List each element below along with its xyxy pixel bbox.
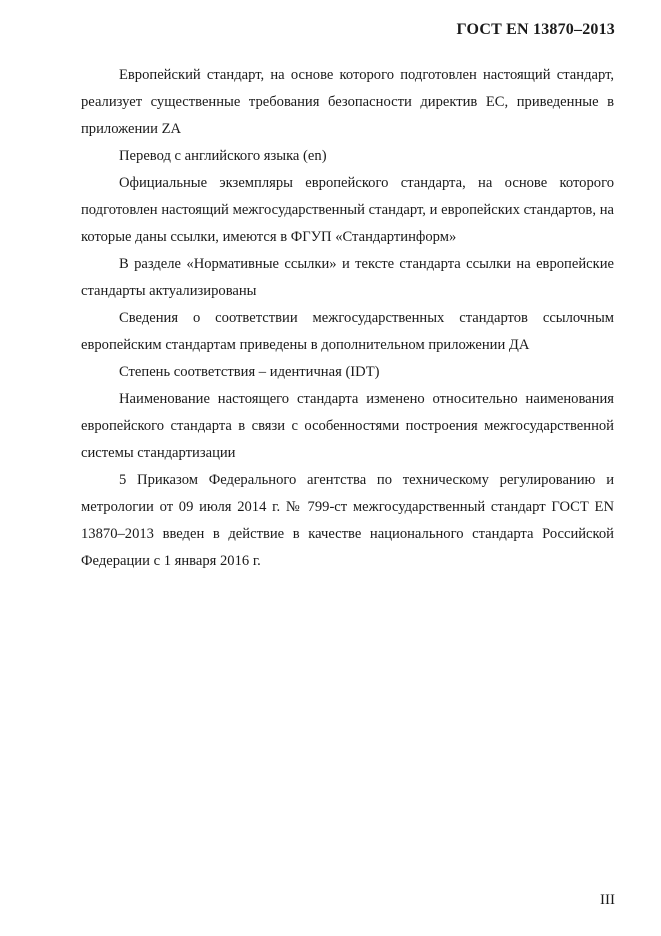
paragraph-order: 5 Приказом Федерального агентства по техническому регулированию и метрологии от 09 июля 2014 г. № 799-ст межгосударственный стандарт ГОСТ EN 13870–2013 введен в действие в качестве национального стандарта Российской Федерации с 1 января 2016 г. — [81, 472, 614, 569]
paragraph-official-copies: Официальные экземпляры европейского стандарта, на основе которого подготовлен настоящий межгосударственный стандарт, и европейских стандартов, на которые даны ссылки, имеются в ФГУП «Стандартинформ» — [81, 175, 614, 245]
paragraph-eu-standard: Европейский стандарт, на основе которого подготовлен настоящий стандарт, реализует существенные требования безопасности директив ЕС, приведенные в приложении ZA — [81, 67, 614, 137]
document-body — [81, 62, 614, 575]
document-code: ГОСТ EN 13870–2013 — [456, 21, 615, 38]
paragraph-translation: Перевод с английского языка (en) — [119, 148, 327, 164]
paragraph-normative-references: В разделе «Нормативные ссылки» и тексте стандарта ссылки на европейские стандарты актуализированы — [81, 256, 614, 299]
page-number: III — [600, 892, 615, 908]
paragraph-title-change: Наименование настоящего стандарта изменено относительно наименования европейского стандарта в связи с особенностями построения межгосударственной системы стандартизации — [81, 391, 614, 461]
paragraph-conformity-degree: Степень соответствия – идентичная (IDT) — [119, 364, 380, 380]
paragraph-correspondence-info: Сведения о соответствии межгосударственных стандартов ссылочным европейским стандартам приведены в дополнительном приложении ДА — [81, 310, 614, 353]
